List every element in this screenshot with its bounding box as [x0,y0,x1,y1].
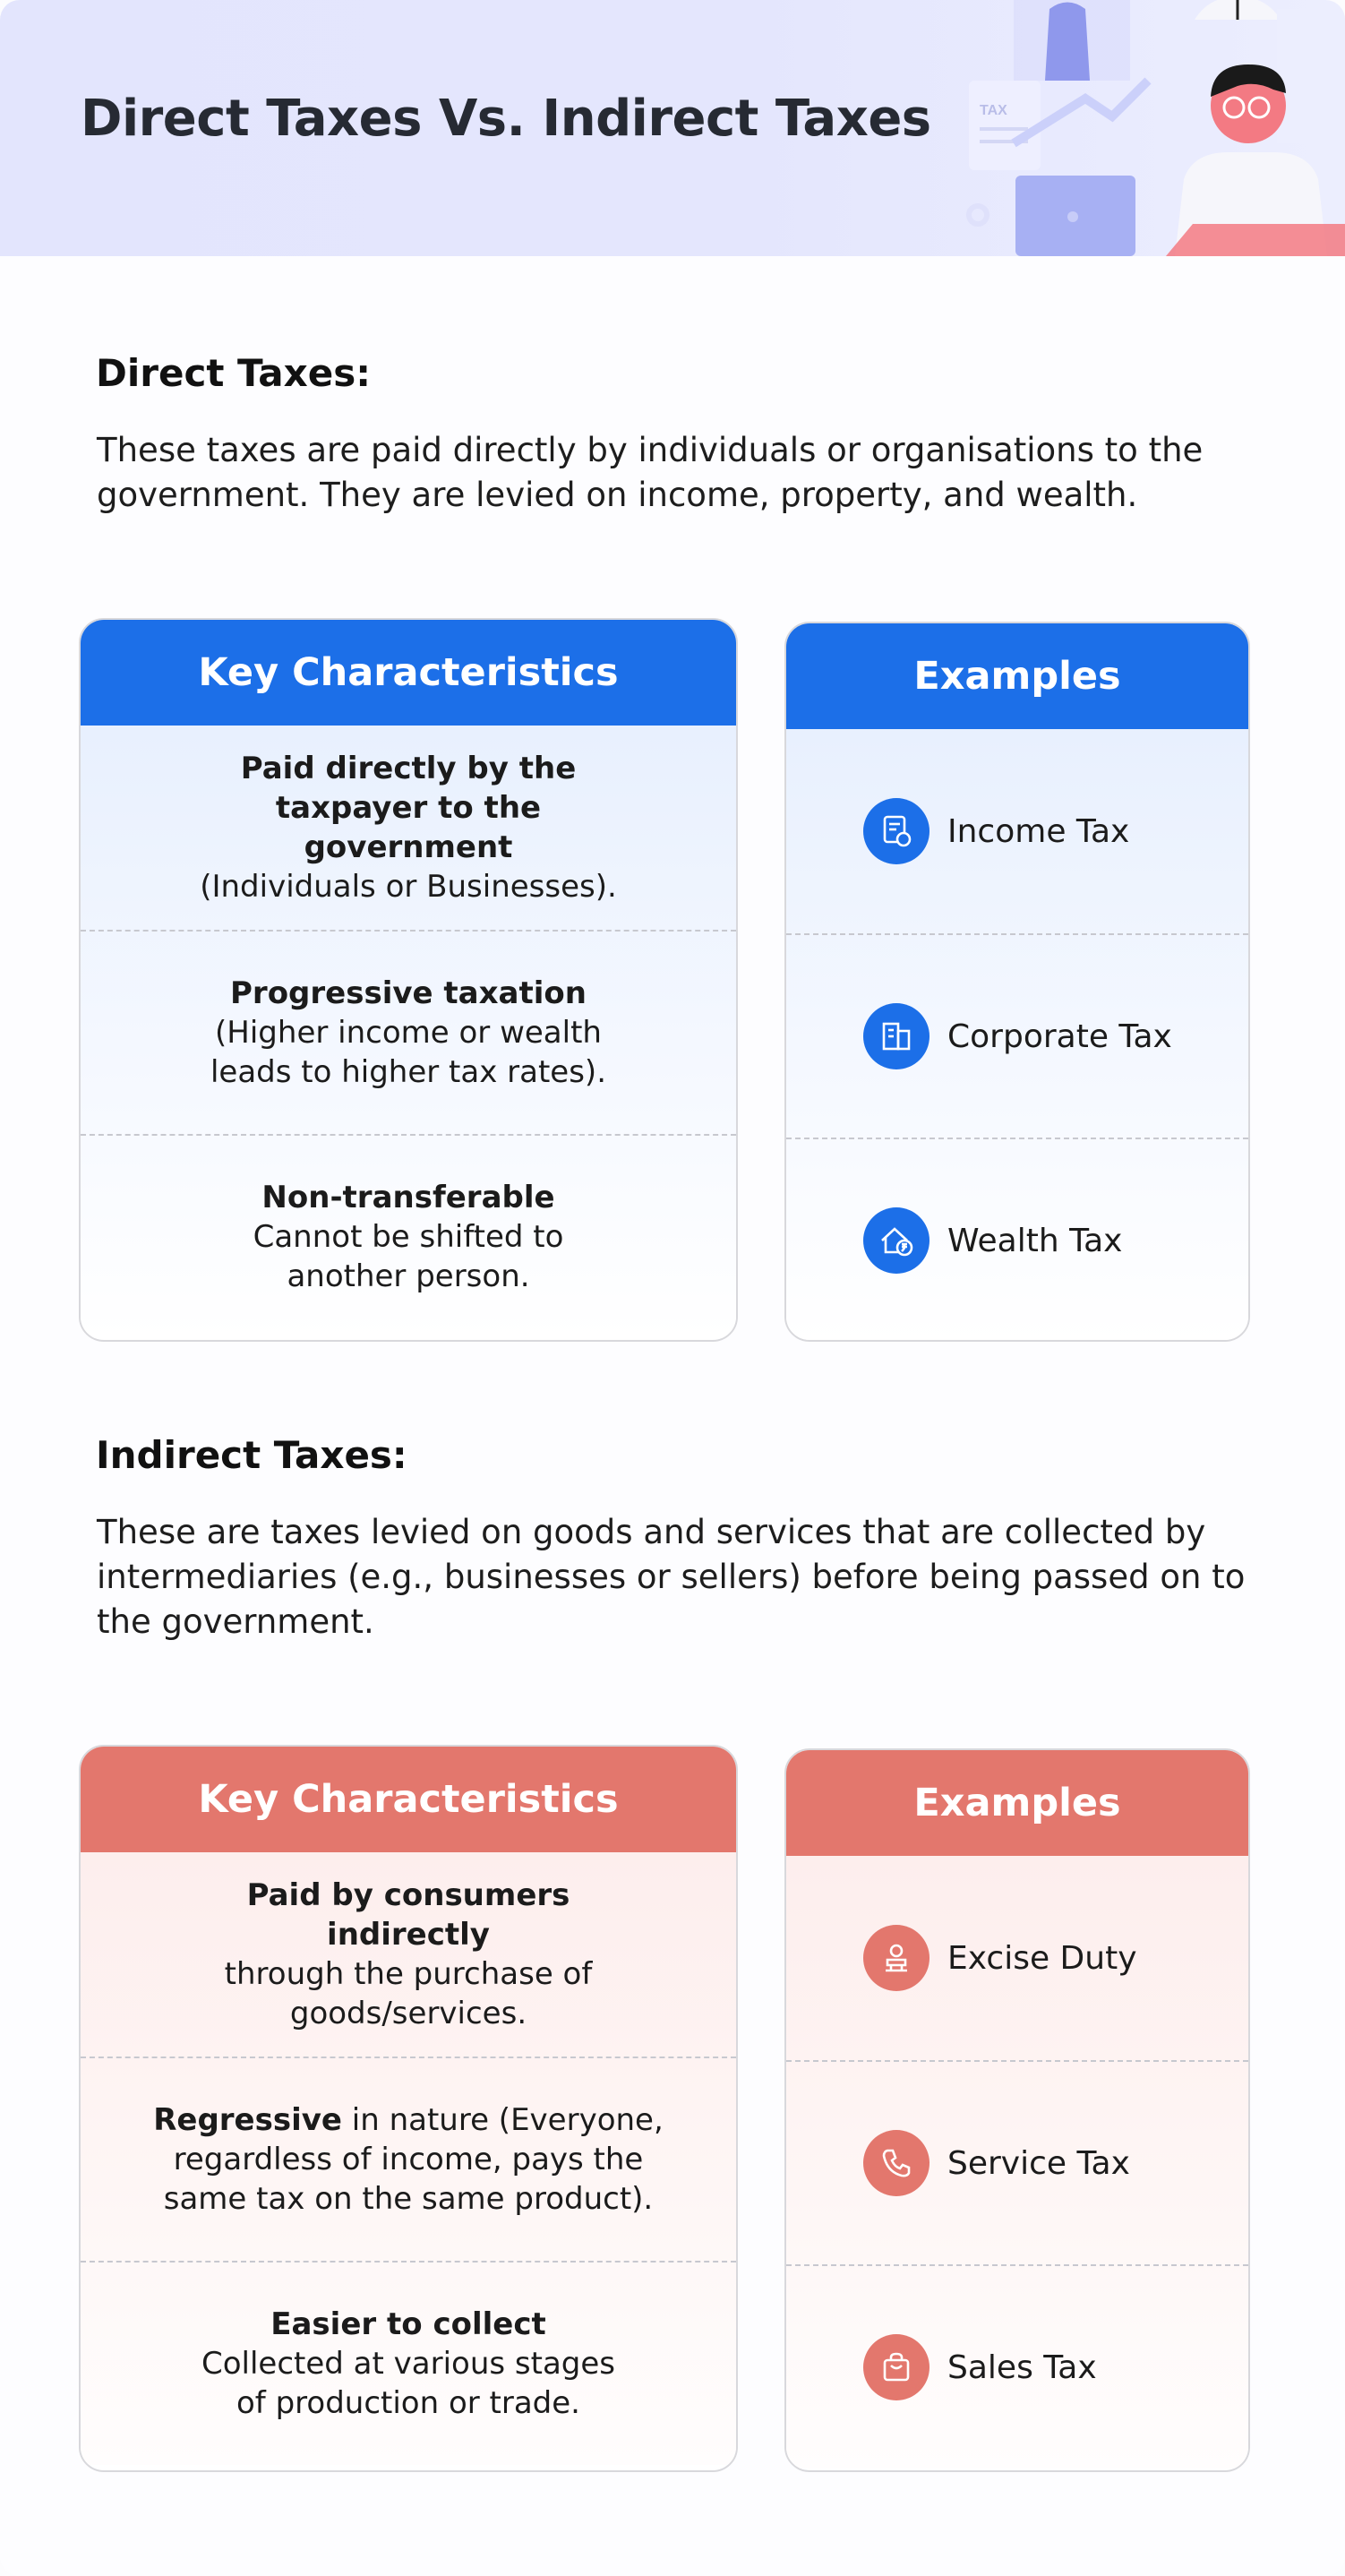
direct-examples-header: Examples [786,623,1248,729]
direct-examples-table [784,622,1250,1342]
characteristic-bold: Regressive [153,2102,342,2138]
indirect-example-row [786,1856,1248,2060]
direct-characteristics-header: Key Characteristics [81,620,736,726]
indirect-characteristics-table [79,1745,738,2472]
indirect-example-row [786,2264,1248,2469]
indirect-taxes-title: Indirect Taxes: [96,1433,407,1477]
indirect-characteristic-row [81,2261,736,2465]
direct-taxes-description: These taxes are paid directly by individuals or organisations to the government. They are levied on income, property, and wealth. [97,431,1204,514]
characteristic-bold: Paid by consumers indirectly [246,1877,570,1953]
header-banner [0,0,1345,256]
direct-characteristic-row [81,930,736,1134]
indirect-taxes-description: These are taxes levied on goods and services that are collected by intermediaries (e.g., businesses or sellers) before being passed on to the government. [97,1513,1246,1641]
indirect-characteristic-row [81,1852,736,2057]
example-label: Wealth Tax [947,1222,1123,1259]
example-label: Service Tax [947,2144,1130,2182]
factory-worker-icon [863,1925,930,1991]
income-tax-icon [863,798,930,864]
page-title: Direct Taxes Vs. Indirect Taxes [81,90,931,148]
direct-example-row [786,933,1248,1138]
house-rupee-icon [863,1207,930,1274]
shopping-bag-icon [863,2334,930,2400]
characteristic-text: Cannot be shifted to another person. [253,1219,564,1294]
direct-characteristics-table [79,618,738,1342]
building-icon [863,1003,930,1069]
direct-characteristic-row [81,1134,736,1338]
indirect-examples-body [786,1856,1248,2469]
indirect-example-row [786,2060,1248,2264]
example-label: Corporate Tax [947,1018,1172,1055]
indirect-characteristics-header: Key Characteristics [81,1747,736,1852]
example-label: Excise Duty [947,1939,1137,1977]
characteristic-bold: Paid directly by the taxpayer to the government [240,751,577,865]
characteristic-text: (Individuals or Businesses). [200,869,617,905]
characteristic-bold: Non-transferable [261,1180,555,1215]
direct-characteristics-body [81,726,736,1338]
characteristic-text: Collected at various stages of production or trade. [201,2346,615,2421]
characteristic-text: in nature (Everyone, regardless of income, pays the same tax on the same product). [163,2102,664,2217]
direct-example-row [786,1138,1248,1342]
example-label: Income Tax [947,812,1130,850]
direct-characteristic-row [81,726,736,930]
indirect-characteristic-row [81,2057,736,2261]
characteristic-bold: Progressive taxation [230,975,587,1011]
indirect-characteristics-body [81,1852,736,2465]
indirect-examples-header: Examples [786,1750,1248,1856]
direct-taxes-title: Direct Taxes: [96,351,372,395]
tax-illustration [879,0,1345,256]
indirect-examples-table [784,1748,1250,2472]
direct-examples-body [786,729,1248,1342]
phone-icon [863,2130,930,2196]
direct-example-row [786,729,1248,933]
characteristic-bold: Easier to collect [270,2306,546,2342]
tax-doc-label: TAX [980,103,1007,118]
characteristic-text: (Higher income or wealth leads to higher tax rates). [210,1015,607,1090]
example-label: Sales Tax [947,2348,1097,2386]
characteristic-text: through the purchase of goods/services. [224,1956,593,2031]
